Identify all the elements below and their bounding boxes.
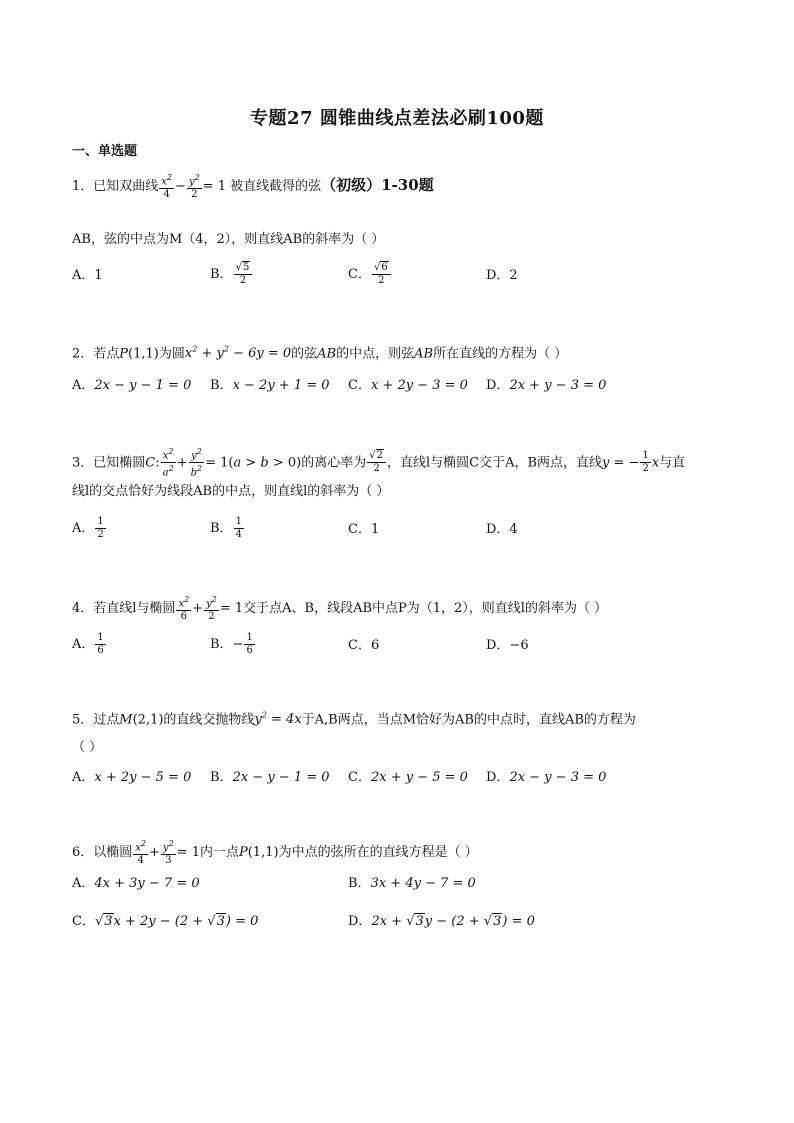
q5-option-a[interactable]	[72, 768, 191, 788]
q6-option-d[interactable]: D．2x + √3y − (2 + √3) = 0	[348, 914, 535, 929]
q1-heading: （初级）1-30题	[321, 176, 434, 195]
q2-option-c[interactable]	[348, 376, 468, 396]
q4-option-d[interactable]: D．−6	[486, 638, 529, 653]
q5-option-d[interactable]	[486, 768, 606, 788]
q3-text-c: ，直线l与椭圆C交于A，B两点，直线	[387, 455, 603, 471]
q2-text-e: 所在直线的方程为（ ）	[433, 346, 568, 362]
q5-text-a: 5．过点	[72, 712, 120, 728]
q5-option-b-label: B．	[210, 770, 233, 785]
q2-text-d: 的中点，则弦	[336, 346, 415, 362]
q1-option-c-value: $\frac{√6}{2}$	[372, 262, 391, 287]
q6-option-b-label: B．	[348, 876, 371, 891]
q1-option-d[interactable]: D．2	[486, 268, 518, 283]
q2-option-a[interactable]	[72, 376, 191, 396]
q5-option-c[interactable]	[348, 768, 468, 788]
q3-option-b-label: B．	[210, 521, 233, 536]
question-2: 2．若点P(1,1)为圆$x^2 + y^2 - 6y = 0$的弦AB的中点，则弦AB所在直线的方程为（ ）	[72, 345, 568, 362]
q5-option-c-label: C．	[348, 770, 371, 785]
q5-text-c: 于A,B两点，当点M恰好为AB的中点时，直线AB的方程为	[301, 712, 636, 728]
question-6: 6．以椭圆 $\frac{x^2}{4}$ + $\frac{y^2}{3}$ = 1内一点P(1,1)为中点的弦所在的直线方程是（ ）	[72, 839, 478, 867]
q5-option-d-label: D．	[486, 770, 510, 785]
q3-text-a: 3．已知椭圆	[72, 455, 146, 471]
q5-option-b-math: 2x − y − 1 = 0	[232, 770, 330, 785]
q3-text-d: 与直	[659, 455, 686, 471]
q4-text-a: 4．若直线l与椭圆	[72, 601, 176, 617]
question-1-line-1: 1．已知双曲线 $\frac{x^2}{4}$ − $\frac{y^2}{2}$ = 1 被直线截得的弦（初级）1-30题	[72, 173, 434, 201]
q1-frac-y: $\frac{y^2}{2}$	[188, 173, 200, 201]
q4-text-b: 交于点A、B，线段AB中点P为（1，2），则直线l的斜率为（ ）	[243, 601, 608, 617]
q1-frac-x: $\frac{x^2}{4}$	[161, 173, 173, 201]
q2-text-c: 的弦	[291, 346, 318, 362]
q4-option-b[interactable]: B．− $\frac{1}{6}$	[210, 632, 253, 656]
q6-option-a[interactable]	[72, 874, 200, 894]
q2-option-d[interactable]	[486, 376, 606, 396]
q1-prefix: 1．已知双曲线	[72, 179, 159, 195]
q6-text-c: 为中点的弦所在的直线方程是（ ）	[278, 845, 478, 861]
q6-text-b: 内一点	[199, 845, 239, 861]
question-3-line-2: 线l的交点恰好为线段AB的中点，则直线l的斜率为（ ）	[72, 484, 390, 499]
q1-option-b[interactable]	[210, 262, 253, 287]
q2-option-d-label: D．	[486, 378, 510, 393]
q3-option-c[interactable]: C．1	[348, 522, 380, 537]
q2-option-d-math: 2x + y − 3 = 0	[509, 378, 607, 393]
question-3-line-1: 3．已知椭圆C: $\frac{x^2}{a^2}$ + $\frac{y^2}{b^2}$ = 1(a > b > 0)的离心率为 $\frac{√2}{2}$ ，直线l与椭圆C交于A，B两点，直线y = − $\frac{1}{2}$ x与直	[72, 447, 686, 479]
q4-option-a[interactable]: A． $\frac{1}{6}$	[72, 632, 104, 656]
q3-text-b: 的离心率为	[301, 455, 367, 471]
q6-text-a: 6．以椭圆	[72, 845, 133, 861]
q2-text-b: 为圆	[158, 346, 185, 362]
q2-option-c-math: x + 2y − 3 = 0	[370, 378, 468, 393]
q5-text-b: 的直线交抛物线	[163, 712, 255, 728]
section-heading: 一、单选题	[72, 144, 138, 159]
q2-option-b[interactable]	[210, 376, 330, 396]
q6-option-a-label: A．	[72, 876, 95, 891]
q1-option-c-label: C．	[348, 267, 371, 282]
q3-option-b[interactable]: B． $\frac{1}{4}$	[210, 516, 242, 540]
q1-option-a[interactable]: A．1	[72, 268, 103, 283]
q2-option-b-label: B．	[210, 378, 233, 393]
q5-option-c-math: 2x + y − 5 = 0	[370, 770, 468, 785]
q2-text-a: 2．若点	[72, 346, 120, 362]
q1-option-c[interactable]	[348, 262, 392, 287]
q5-option-b[interactable]	[210, 768, 330, 788]
q3-eccentricity: $\frac{√2}{2}$	[367, 450, 386, 475]
q5-option-a-label: A．	[72, 770, 95, 785]
q4-option-c[interactable]: C．6	[348, 638, 380, 653]
question-5-line-1: 5．过点M(2,1)的直线交抛物线$y^2 = 4x$于A,B两点，当点M恰好为AB的中点时，直线AB的方程为	[72, 711, 636, 728]
q6-option-b[interactable]	[348, 874, 476, 894]
q6-option-c-label: C．	[72, 914, 95, 929]
q2-option-a-label: A．	[72, 378, 95, 393]
q6-option-d-label: D．	[348, 914, 372, 929]
q6-option-c[interactable]: C．√3x + 2y − (2 + √3) = 0	[72, 914, 259, 929]
page-title: 专题27 圆锥曲线点差法必刷100题	[250, 108, 544, 129]
q5-option-a-math: x + 2y − 5 = 0	[94, 770, 192, 785]
q5-option-d-math: 2x − y − 3 = 0	[509, 770, 607, 785]
q1-option-b-value: $\frac{√5}{2}$	[234, 262, 253, 287]
q3-option-a-label: A．	[72, 521, 95, 536]
q2-option-c-label: C．	[348, 378, 371, 393]
q2-option-a-math: 2x − y − 1 = 0	[94, 378, 192, 393]
q4-option-a-label: A．	[72, 637, 95, 652]
q4-option-b-label: B．−	[210, 637, 244, 652]
q3-option-d[interactable]: D．4	[486, 522, 518, 537]
question-4: 4．若直线l与椭圆 $\frac{x^2}{6}$ + $\frac{y^2}{2}$ = 1交于点A、B，线段AB中点P为（1，2），则直线l的斜率为（ ）	[72, 595, 608, 623]
question-1-line-2: AB，弦的中点为M（4，2），则直线AB的斜率为（ ）	[72, 232, 385, 247]
question-5-line-2: （ ）	[72, 740, 103, 755]
q6-option-b-math: 3x + 4y − 7 = 0	[370, 876, 476, 891]
q3-option-a[interactable]: A． $\frac{1}{2}$	[72, 516, 104, 540]
q1-option-b-label: B．	[210, 267, 233, 282]
q6-option-a-math: 4x + 3y − 7 = 0	[94, 876, 200, 891]
q1-mid: 被直线截得的弦	[230, 179, 322, 195]
q2-option-b-math: x − 2y + 1 = 0	[232, 378, 330, 393]
